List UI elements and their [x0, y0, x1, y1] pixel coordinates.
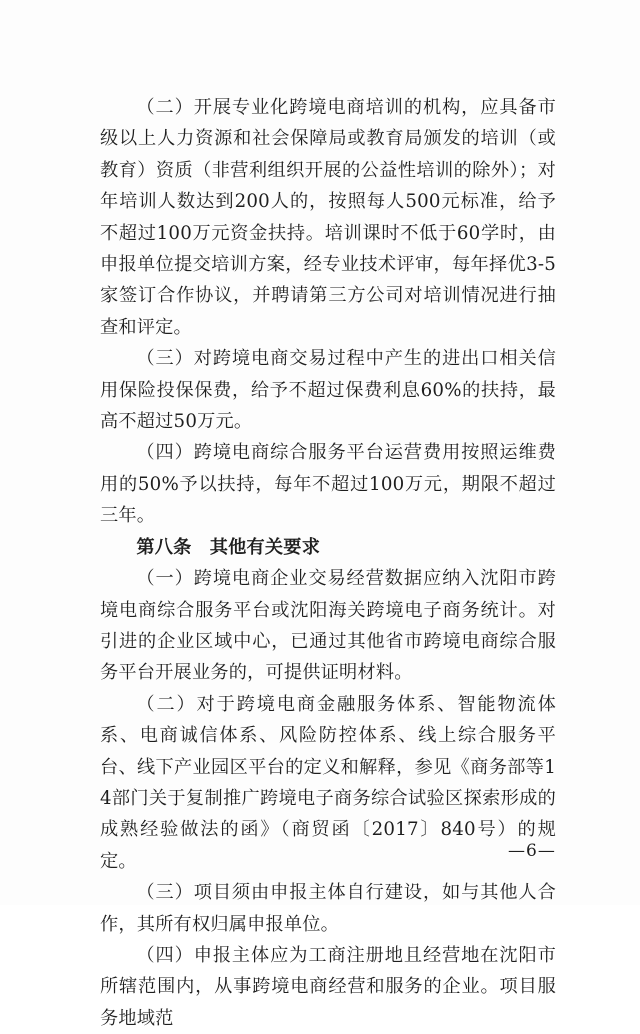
paragraph-credit-insurance: （三）对跨境电商交易过程中产生的进出口相关信用保险投保保费，给予不超过保费利息60%的扶持，最高不超过50万元。	[100, 348, 556, 433]
paragraph-platform-operation: （四）跨境电商综合服务平台运营费用按照运维费用的50%予以扶持，每年不超过100万元，期限不超过三年。	[100, 442, 556, 527]
paragraph-training-institutions: （二）开展专业化跨境电商培训的机构，应具备市级以上人力资源和社会保障局或教育局颁发的培训（或教育）资质（非营利组织开展的公益性培训的除外）；对年培训人数达到200人的，按照每人500元标准，给予不超过100万元资金扶持。培训课时不低于60学时，由申报单位提交培训方案，经专业技术评审，每年择优3-5家签订合作协议，并聘请第三方公司对培训情况进行抽查和评定。	[100, 97, 556, 338]
paragraph-data-statistics: （一）跨境电商企业交易经营数据应纳入沈阳市跨境电商综合服务平台或沈阳海关跨境电子商务统计。对引进的企业区域中心，已通过其他省市跨境电商综合服务平台开展业务的，可提供证明材料。	[100, 568, 556, 684]
paragraph-ownership: （三）项目须由申报主体自行建设，如与其他人合作，其所有权归属申报单位。	[100, 882, 556, 935]
page-number: —6—	[508, 841, 556, 861]
paragraph-applicant-scope: （四）申报主体应为工商注册地且经营地在沈阳市所辖范围内，从事跨境电商经营和服务的企业。项目服务地域范	[100, 944, 556, 1029]
article-number: 第八条	[136, 536, 192, 558]
article-heading	[100, 532, 556, 563]
article-title: 其他有关要求	[209, 536, 321, 558]
paragraph-definitions: （二）对于跨境电商金融服务体系、智能物流体系、电商诚信体系、风险防控体系、线上综合服务平台、线下产业园区平台的定义和解释，参见《商务部等14部门关于复制推广跨境电子商务综合试验区探索形成的成熟经验做法的函》（商贸函〔2017〕840号）的规定。	[100, 693, 556, 872]
document-body	[100, 92, 556, 1034]
